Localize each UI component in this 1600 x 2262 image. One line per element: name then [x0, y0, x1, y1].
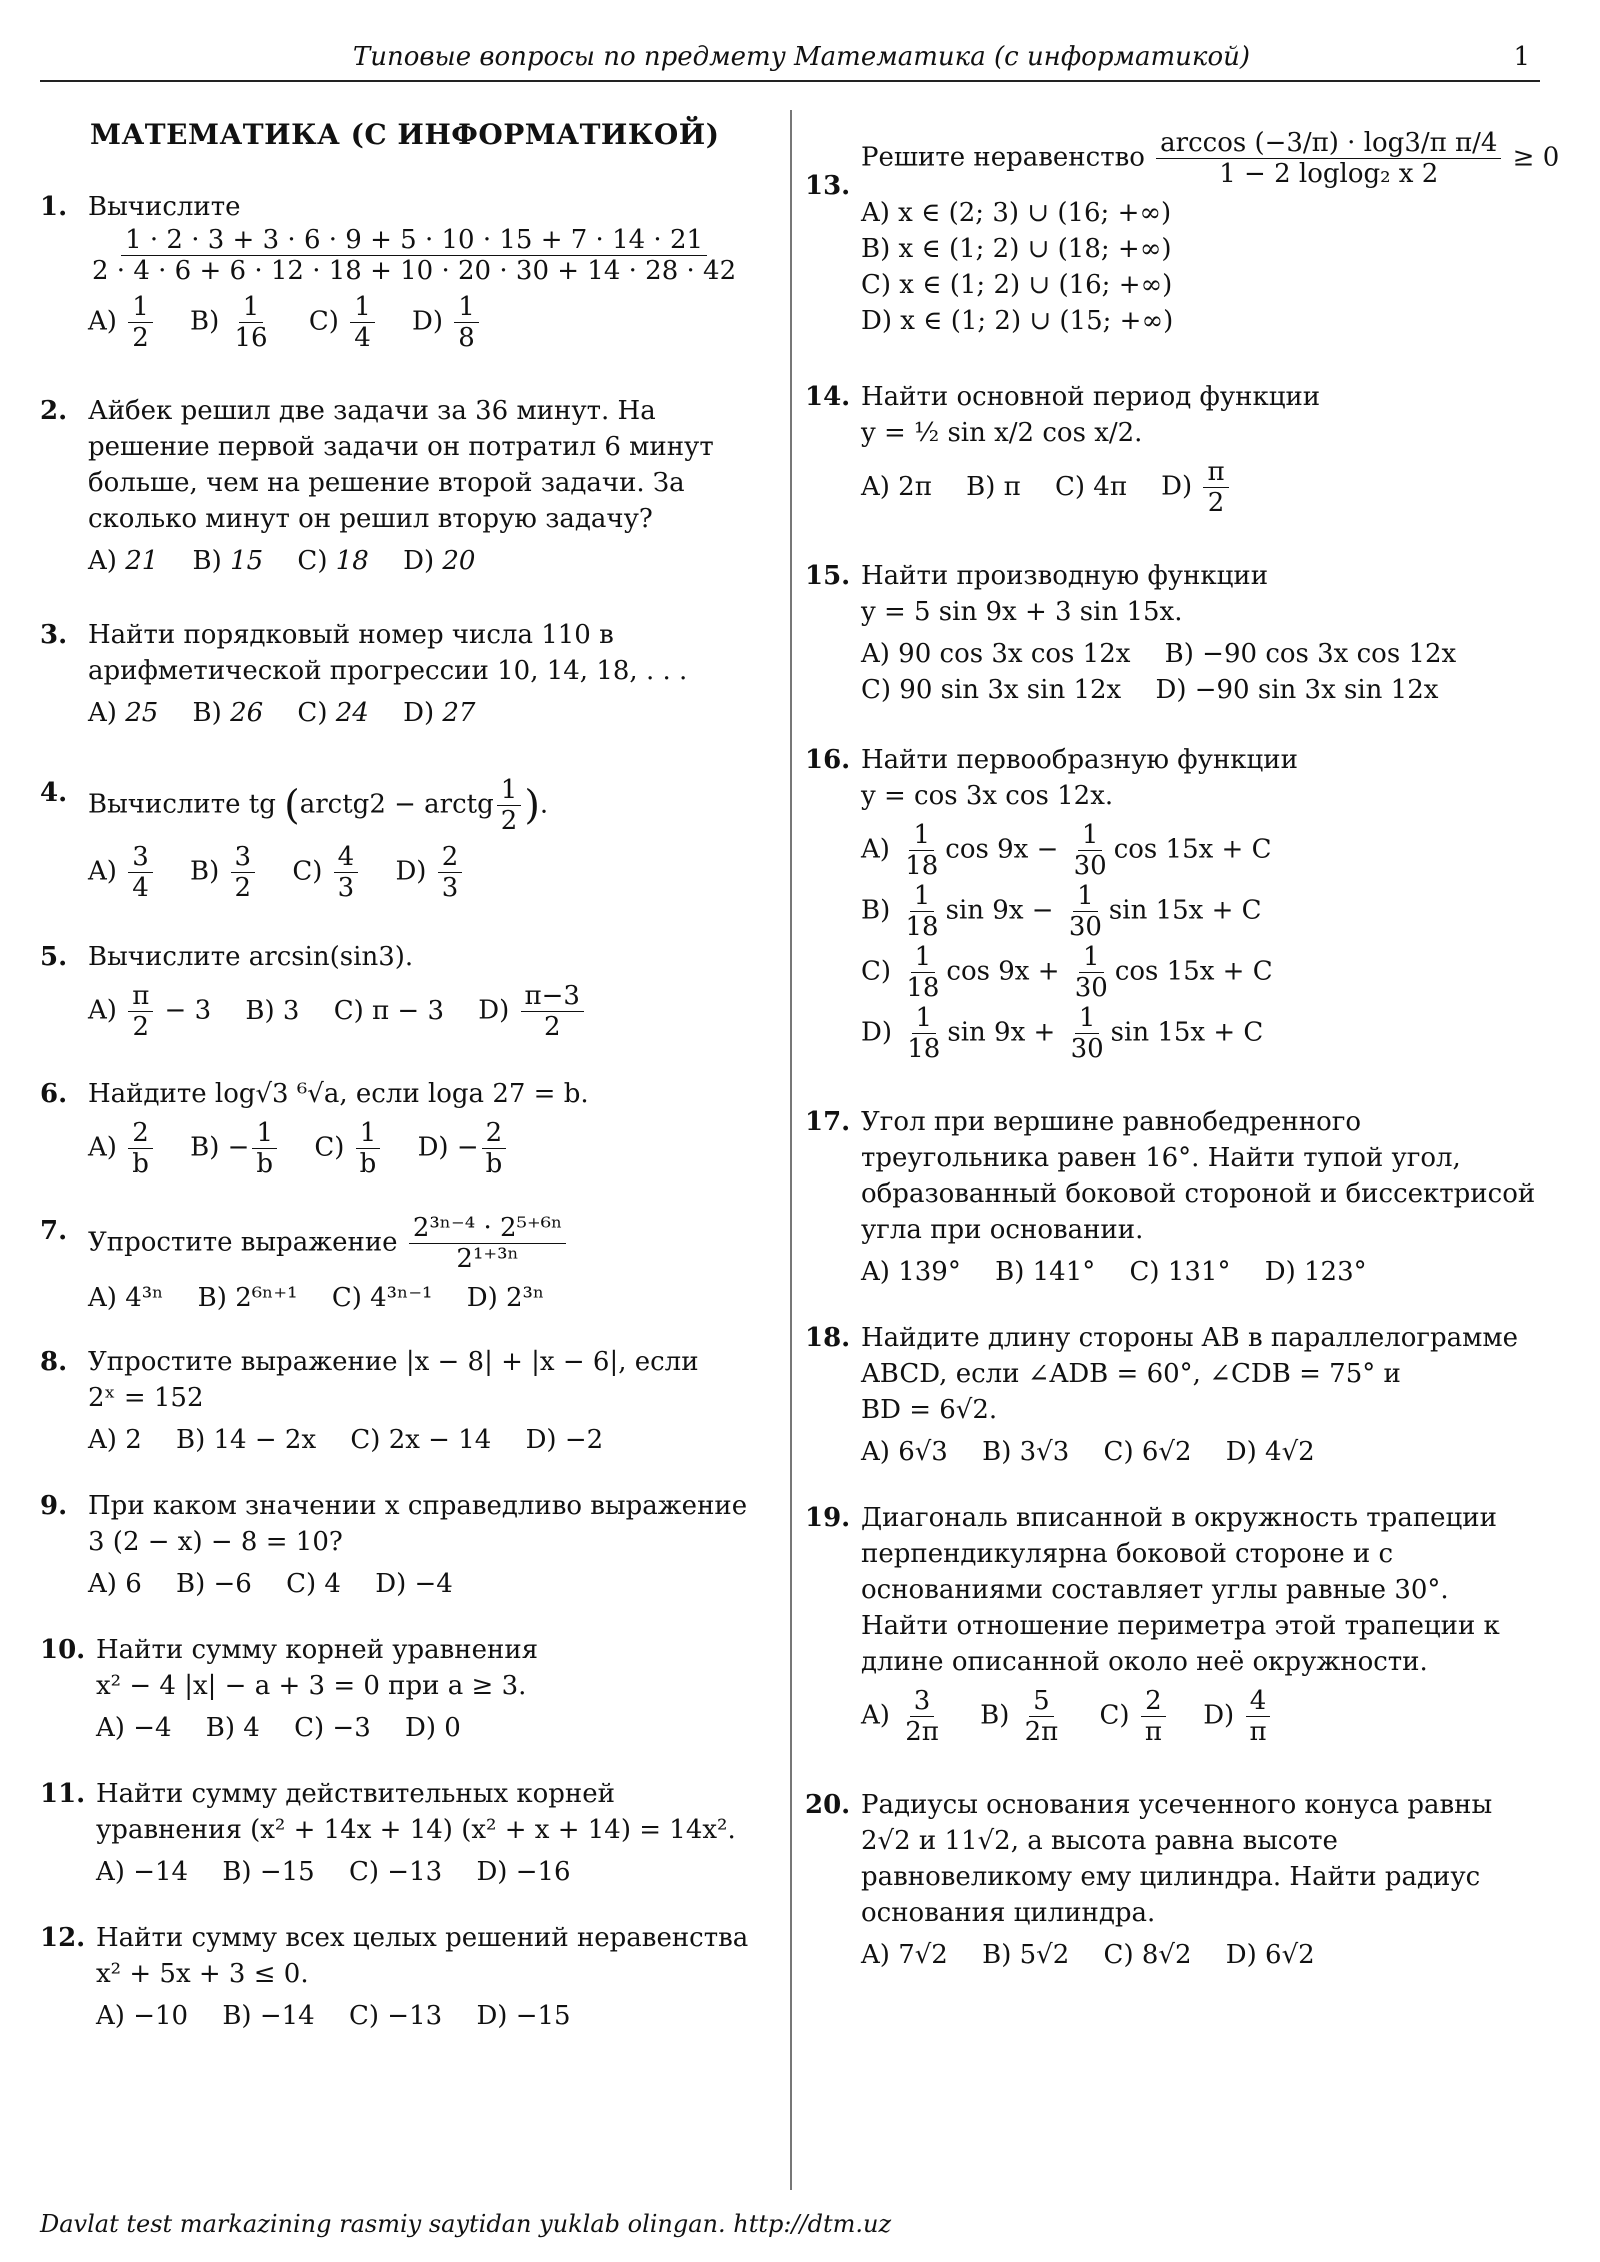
question-text: При каком значении x справедливо выражение 3 (2 − x) − 8 = 10?: [88, 1491, 748, 1557]
option-d[interactable]: D) −90 sin 3x sin 12x: [1155, 675, 1439, 705]
question-text: Найти производную функции y = 5 sin 9x + 3 sin 15x.: [861, 561, 1269, 627]
option-b[interactable]: B) $\frac{5}{2\pi}$: [980, 1686, 1059, 1747]
option-c[interactable]: C) −13: [348, 1857, 443, 1887]
option-c[interactable]: C) 6√2: [1103, 1437, 1192, 1467]
option-d[interactable]: D) $\frac{1}{18}$ sin 9x + $\frac{1}{30}$ sin 15x + C: [861, 1003, 1264, 1064]
question-20: [805, 1787, 1565, 1973]
question-number: 7.: [40, 1216, 68, 1246]
option-b[interactable]: B) 141°: [995, 1257, 1096, 1287]
question-13: 13. Решите неравенство $\frac{\text{arccos (−3/π) · log3/π π/4}}{\text{1 − 2 loglog₂ x 2}}$ ≥ 0 A) x ∈ (2; 3) ∪ (16; +∞) B) x ∈ (1; 2) ∪ (18; +∞) C) x ∈ (1; 2) ∪ (16; +∞) D) x ∈ (1; 2) ∪ (15; +∞): [805, 128, 1565, 339]
answer-options: [96, 1854, 760, 1890]
question-text: Айбек решил две задачи за 36 минут. На решение первой задачи он потратил 6 минут больше, чем на решение второй задачи. За сколько минут он решил вторую задачу?: [88, 396, 714, 534]
question-text: Упростите выражение |x − 8| + |x − 6|, если 2ˣ = 152: [88, 1347, 699, 1413]
option-b[interactable]: B) 14 − 2x: [176, 1425, 317, 1455]
answer-options: [96, 1998, 760, 2034]
option-a[interactable]: A) 90 cos 3x cos 12x: [861, 639, 1131, 669]
option-a[interactable]: A) 21: [88, 546, 159, 576]
question-number: 4.: [40, 778, 68, 808]
option-b[interactable]: B) 5√2: [982, 1940, 1070, 1970]
option-b[interactable]: B) −6: [176, 1569, 252, 1599]
question-17: [805, 1104, 1565, 1290]
option-b[interactable]: B) $\frac{1}{18}$ sin 9x − $\frac{1}{30}$ sin 15x + C: [861, 881, 1262, 942]
expression-fraction: $\frac{\text{arccos (−3/π) · log3/π π/4}}{\text{1 − 2 loglog₂ x 2}}$: [1156, 128, 1501, 189]
question-number: 20.: [805, 1790, 851, 1820]
right-column: [805, 128, 1565, 1973]
question-2: [40, 393, 760, 579]
answer-options: [861, 820, 1565, 1064]
question-18: [805, 1320, 1565, 1470]
question-number: 16.: [805, 745, 851, 775]
question-16: [805, 742, 1565, 1064]
answer-options: [861, 1937, 1565, 1973]
option-c[interactable]: C) $\frac{4}{3}$: [292, 842, 361, 903]
answer-options: [96, 1710, 760, 1746]
question-14: [805, 379, 1565, 518]
question-4: 4. Вычислите tg (arctg2 − arctg $\frac{1}{2}$ ). A) $\frac{3}{4}$ B) $\frac{3}{2}$ C) $\frac{4}{3}$ D) $\frac{2}{3}$: [40, 775, 760, 903]
question-text: Решите неравенство: [861, 142, 1145, 173]
question-15: [805, 558, 1565, 708]
option-a[interactable]: A) 4³ⁿ: [88, 1283, 164, 1313]
answer-options: [88, 695, 760, 731]
question-text: Диагональ вписанной в окружность трапеции перпендикулярна боковой стороне и с основаниями составляет углы равные 30°. Найти отношение периметра этой трапеции к длине описанной около неё окружности.: [861, 1503, 1500, 1677]
option-a[interactable]: A) x ∈ (2; 3) ∪ (16; +∞): [861, 198, 1172, 228]
option-a[interactable]: A) 2π: [861, 471, 932, 502]
answer-options: [88, 292, 760, 353]
option-d[interactable]: D) 123°: [1264, 1257, 1367, 1287]
question-5: [40, 939, 760, 1042]
answer-options: [88, 1566, 760, 1602]
section-title: МАТЕМАТИКА (С ИНФОРМАТИКОЙ): [90, 118, 720, 151]
option-c[interactable]: C) 4: [286, 1569, 341, 1599]
option-d[interactable]: D) $\frac{2}{3}$: [395, 842, 465, 903]
option-d[interactable]: D) 27: [403, 698, 476, 728]
question-number: 3.: [40, 620, 68, 650]
question-text: Радиусы основания усеченного конуса равны 2√2 и 11√2, а высота равна высоте равновеликому ему цилиндра. Найти радиус основания цилиндра.: [861, 1790, 1493, 1928]
option-d[interactable]: D) 6√2: [1225, 1940, 1315, 1970]
answer-options: [861, 1686, 1565, 1747]
option-b[interactable]: B) x ∈ (1; 2) ∪ (18; +∞): [861, 234, 1172, 264]
option-d[interactable]: D) 0: [405, 1713, 461, 1743]
option-c[interactable]: C) 2x − 14: [350, 1425, 492, 1455]
option-c[interactable]: C) $\frac{1}{18}$ cos 9x + $\frac{1}{30}$ cos 15x + C: [861, 942, 1273, 1003]
option-a[interactable]: A) 2: [88, 1425, 142, 1455]
answer-options: [861, 195, 1565, 339]
option-c[interactable]: C) 24: [297, 698, 369, 728]
question-12: [40, 1920, 760, 2034]
question-text: Найти сумму действительных корней уравнения (x² + 14x + 14) (x² + x + 14) = 14x².: [96, 1779, 736, 1845]
option-a[interactable]: A) $\frac{1}{18}$ cos 9x − $\frac{1}{30}$ cos 15x + C: [861, 820, 1272, 881]
question-number: 17.: [805, 1107, 851, 1137]
page-number: 1: [1513, 42, 1530, 72]
question-number: 12.: [40, 1923, 86, 1953]
option-c[interactable]: C) x ∈ (1; 2) ∪ (16; +∞): [861, 270, 1173, 300]
question-number: 6.: [40, 1079, 68, 1109]
question-number: 2.: [40, 396, 68, 426]
option-c[interactable]: C) −3: [294, 1713, 371, 1743]
answer-options: [861, 1254, 1565, 1290]
option-b[interactable]: B) −14: [222, 2001, 315, 2031]
question-19: [805, 1500, 1565, 1747]
answer-options: [88, 1422, 760, 1458]
option-c[interactable]: C) $\frac{1}{b}$: [314, 1118, 383, 1179]
option-b[interactable]: B) π: [966, 471, 1021, 502]
question-number: 10.: [40, 1635, 86, 1665]
option-b[interactable]: B) − $\frac{1}{b}$: [190, 1118, 280, 1179]
option-b[interactable]: B) 3: [245, 995, 300, 1026]
option-c[interactable]: C) 4³ⁿ⁻¹: [331, 1283, 433, 1313]
function-expression: y = ½ sin x/2 cos x/2.: [861, 418, 1143, 448]
option-d[interactable]: D) 2³ⁿ: [466, 1283, 545, 1313]
expression-fraction: $\frac{\text{2³ⁿ⁻⁴ · 2⁵⁺⁶ⁿ}}{\text{2¹⁺³ⁿ}}$: [409, 1213, 567, 1274]
question-number: 19.: [805, 1503, 851, 1533]
option-b[interactable]: B) $\frac{3}{2}$: [190, 842, 258, 903]
option-c[interactable]: C) $\frac{2}{\pi}$: [1100, 1686, 1169, 1747]
page-header: [40, 40, 1540, 82]
question-number: 18.: [805, 1323, 851, 1353]
option-a[interactable]: A) −10: [96, 2001, 189, 2031]
option-d[interactable]: D) −16: [476, 1857, 571, 1887]
option-c[interactable]: C) π − 3: [333, 995, 444, 1026]
option-d[interactable]: D) $\frac{4}{\pi}$: [1203, 1686, 1273, 1747]
question-text: Найти сумму корней уравнения x² − 4 |x| − a + 3 = 0 при a ≥ 3.: [96, 1635, 539, 1701]
option-d[interactable]: D) $\frac{\pi}{2}$: [1161, 457, 1231, 518]
question-number: 1.: [40, 192, 68, 222]
option-d[interactable]: D) $\frac{\pi-3}{2}$: [478, 981, 587, 1042]
question-6: [40, 1076, 760, 1179]
question-text: Найдите длину стороны AB в параллелограмме ABCD, если ∠ADB = 60°, ∠CDB = 75° и BD = 6√2.: [861, 1323, 1519, 1425]
left-column: [40, 118, 760, 2034]
option-a[interactable]: A) $\frac{\pi}{2}$ − 3: [88, 981, 212, 1042]
question-text: Угол при вершине равнобедренного треугольника равен 16°. Найти тупой угол, образованный боковой стороной и биссектрисой угла при основании.: [861, 1107, 1536, 1245]
option-d[interactable]: D) −4: [375, 1569, 453, 1599]
option-b[interactable]: B) $\frac{1}{16}$: [190, 292, 268, 353]
header-title: Типовые вопросы по предмету Математика (с информатикой): [352, 42, 1250, 72]
option-a[interactable]: A) 7√2: [861, 1940, 948, 1970]
option-c[interactable]: C) 18: [297, 546, 369, 576]
option-d[interactable]: D) 4√2: [1225, 1437, 1315, 1467]
option-c[interactable]: C) −13: [348, 2001, 443, 2031]
column-divider: [790, 110, 792, 2190]
option-a[interactable]: A) −4: [96, 1713, 172, 1743]
option-c[interactable]: C) 8√2: [1103, 1940, 1192, 1970]
answer-options: [88, 981, 760, 1042]
option-a[interactable]: A) $\frac{3}{2\pi}$: [861, 1686, 939, 1747]
question-3: [40, 617, 760, 731]
question-9: [40, 1488, 760, 1602]
option-b[interactable]: B) −90 cos 3x cos 12x: [1164, 639, 1457, 669]
question-text: Упростите выражение: [88, 1227, 398, 1258]
option-b[interactable]: B) 4: [205, 1713, 260, 1743]
option-a[interactable]: A) $\frac{2}{b}$: [88, 1118, 156, 1179]
question-text: Найти первообразную функции y = cos 3x cos 12x.: [861, 745, 1298, 811]
question-text: Вычислите: [88, 192, 241, 222]
question-text: Найти сумму всех целых решений неравенства x² + 5x + 3 ≤ 0.: [96, 1923, 749, 1989]
option-d[interactable]: D) −15: [476, 2001, 571, 2031]
question-text: Вычислите tg: [88, 789, 276, 820]
question-number: 5.: [40, 942, 68, 972]
question-1: [40, 189, 760, 353]
question-11: [40, 1776, 760, 1890]
question-7: [40, 1213, 760, 1316]
option-b[interactable]: B) −15: [222, 1857, 315, 1887]
option-b[interactable]: B) 3√3: [982, 1437, 1070, 1467]
question-text: Вычислите arcsin(sin3).: [88, 942, 414, 972]
question-text: Найти основной период функции: [861, 382, 1321, 412]
page-footer: Davlat test markazining rasmiy saytidan yuklab olingan. http://dtm.uz: [40, 2210, 892, 2238]
option-a[interactable]: A) $\frac{3}{4}$: [88, 842, 156, 903]
question-number: 14.: [805, 382, 851, 412]
question-10: [40, 1632, 760, 1746]
question-text: Найти порядковый номер числа 110 в арифметической прогрессии 10, 14, 18, . . .: [88, 620, 688, 686]
answer-options: [88, 1118, 760, 1179]
option-c[interactable]: C) 4π: [1054, 471, 1127, 502]
option-a[interactable]: A) 6: [88, 1569, 142, 1599]
option-a[interactable]: A) $\frac{1}{2}$: [88, 292, 156, 353]
answer-options: [861, 1434, 1565, 1470]
question-number: 8.: [40, 1347, 68, 1377]
answer-options: [861, 636, 1565, 708]
question-number: 11.: [40, 1779, 86, 1809]
option-c[interactable]: C) $\frac{1}{4}$: [309, 292, 378, 353]
option-a[interactable]: A) 6√3: [861, 1437, 948, 1467]
option-b[interactable]: B) 15: [192, 546, 264, 576]
answer-options: [88, 543, 760, 579]
question-8: [40, 1344, 760, 1458]
option-c[interactable]: C) 90 sin 3x sin 12x: [861, 675, 1122, 705]
option-d[interactable]: D) − $\frac{2}{b}$: [418, 1118, 510, 1179]
question-number: 9.: [40, 1491, 68, 1521]
question-number: 15.: [805, 561, 851, 591]
answer-options: [88, 1280, 760, 1316]
option-d[interactable]: D) −2: [525, 1425, 604, 1455]
option-c[interactable]: C) 131°: [1129, 1257, 1231, 1287]
option-d[interactable]: D) x ∈ (1; 2) ∪ (15; +∞): [861, 306, 1174, 336]
answer-options: [88, 842, 760, 903]
question-text: Найдите log√3 ⁶√a, если loga 27 = b.: [88, 1079, 589, 1109]
answer-options: [861, 457, 1565, 518]
option-b[interactable]: B) 2⁶ⁿ⁺¹: [197, 1283, 298, 1313]
option-a[interactable]: A) 25: [88, 698, 159, 728]
option-a[interactable]: A) −14: [96, 1857, 189, 1887]
option-b[interactable]: B) 26: [192, 698, 264, 728]
expression-fraction: $\frac{1 \cdot 2 \cdot 3 + 3 \cdot 6 \cdot 9 + 5 \cdot 10 \cdot 15 + 7 \cdot 14 \cdot 21}{2 \cdot 4 \cdot 6 + 6 \cdot 12 \cdot 18 + 10 \cdot 20 \cdot 30 + 14 \cdot 28 \cdot 42}$: [92, 225, 737, 286]
option-d[interactable]: D) $\frac{1}{8}$: [412, 292, 482, 353]
option-d[interactable]: D) 20: [403, 546, 476, 576]
option-a[interactable]: A) 139°: [861, 1257, 961, 1287]
question-number: 13.: [805, 171, 851, 201]
